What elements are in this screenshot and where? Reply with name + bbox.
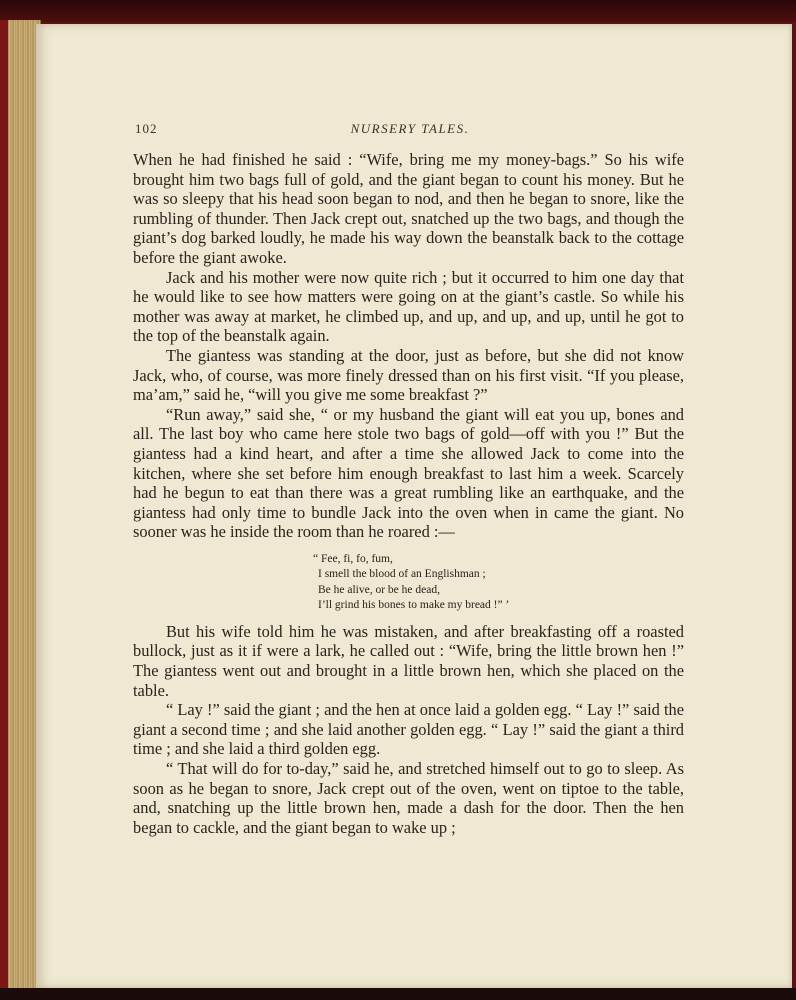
paragraph: Jack and his mother were now quite rich ; but it occurred to him one day that he would like to see how matters were going on at the giant’s castle. So while his mother was away at market, he climbed up, and up, and up, and up, until he got to the top of the beanstalk again.	[133, 267, 684, 346]
book-cover-edge	[0, 20, 8, 988]
paragraph: When he had finished he said : “Wife, bring me my money-bags.” So his wife brought him two bags full of gold, and the giant began to count his money. But he was so sleepy that his head soon began to nod, and then he began to snore, like the rumbling of thunder. Then Jack crept out, snatched up the two bags, and though the giant’s dog barked loudly, he made his way down the beanstalk back to the cottage before the giant awoke.	[133, 150, 684, 267]
paragraph: “ That will do for to-day,” said he, and stretched himself out to go to sleep. As soon as he began to snore, Jack crept out of the oven, went on tiptoe to the table, and, snatching up the little brown hen, made a dash for the door. Then the hen began to cackle, and the giant began to wake up ;	[133, 759, 684, 837]
paragraph: “ Lay !” said the giant ; and the hen at once laid a golden egg. “ Lay !” said the giant a second time ; and she laid another golden egg. “ Lay !” said the giant a third time ; and she laid a third golden egg.	[133, 700, 684, 759]
page-body-text	[133, 150, 684, 837]
top-edge-shadow	[0, 0, 796, 22]
running-title: NURSERY TALES.	[350, 121, 470, 136]
page-header	[135, 121, 685, 141]
verse-block	[313, 552, 684, 614]
paragraph: The giantess was standing at the door, just as before, but she did not know Jack, who, of course, was more finely dressed than on his first visit. “If you please, ma’am,” said he, “will you give me some breakfast ?”	[133, 345, 684, 405]
bottom-edge-shadow	[0, 988, 796, 1000]
verse-line: I smell the blood of an Englishman ;	[318, 568, 486, 581]
verse-line: I’ll grind his bones to make my bread !” ’	[318, 599, 510, 612]
verse-line: Be he alive, or be he dead,	[318, 583, 440, 596]
verse-line: “ Fee, fi, fo, fum,	[313, 552, 393, 565]
page-number: 102	[135, 121, 158, 136]
paragraph: But his wife told him he was mistaken, and after breakfasting off a roasted bullock, just as it if were a lark, he called out : “Wife, bring the little brown hen !” The giantess went out and brought in a little brown hen, which she placed on the table.	[133, 621, 684, 700]
paragraph: “Run away,” said she, “ or my husband the giant will eat you up, bones and all. The last boy who came here stole two bags of gold—off with you !” But the giantess had a kind heart, and after a time she allowed Jack to come into the kitchen, where she set before him enough breakfast to last him a week. Scarcely had he begun to eat than there was a great rumbling like an earthquake, and the giantess had only time to bundle Jack into the oven when in came the giant. No sooner was he inside the room than he roared :—	[133, 404, 684, 542]
